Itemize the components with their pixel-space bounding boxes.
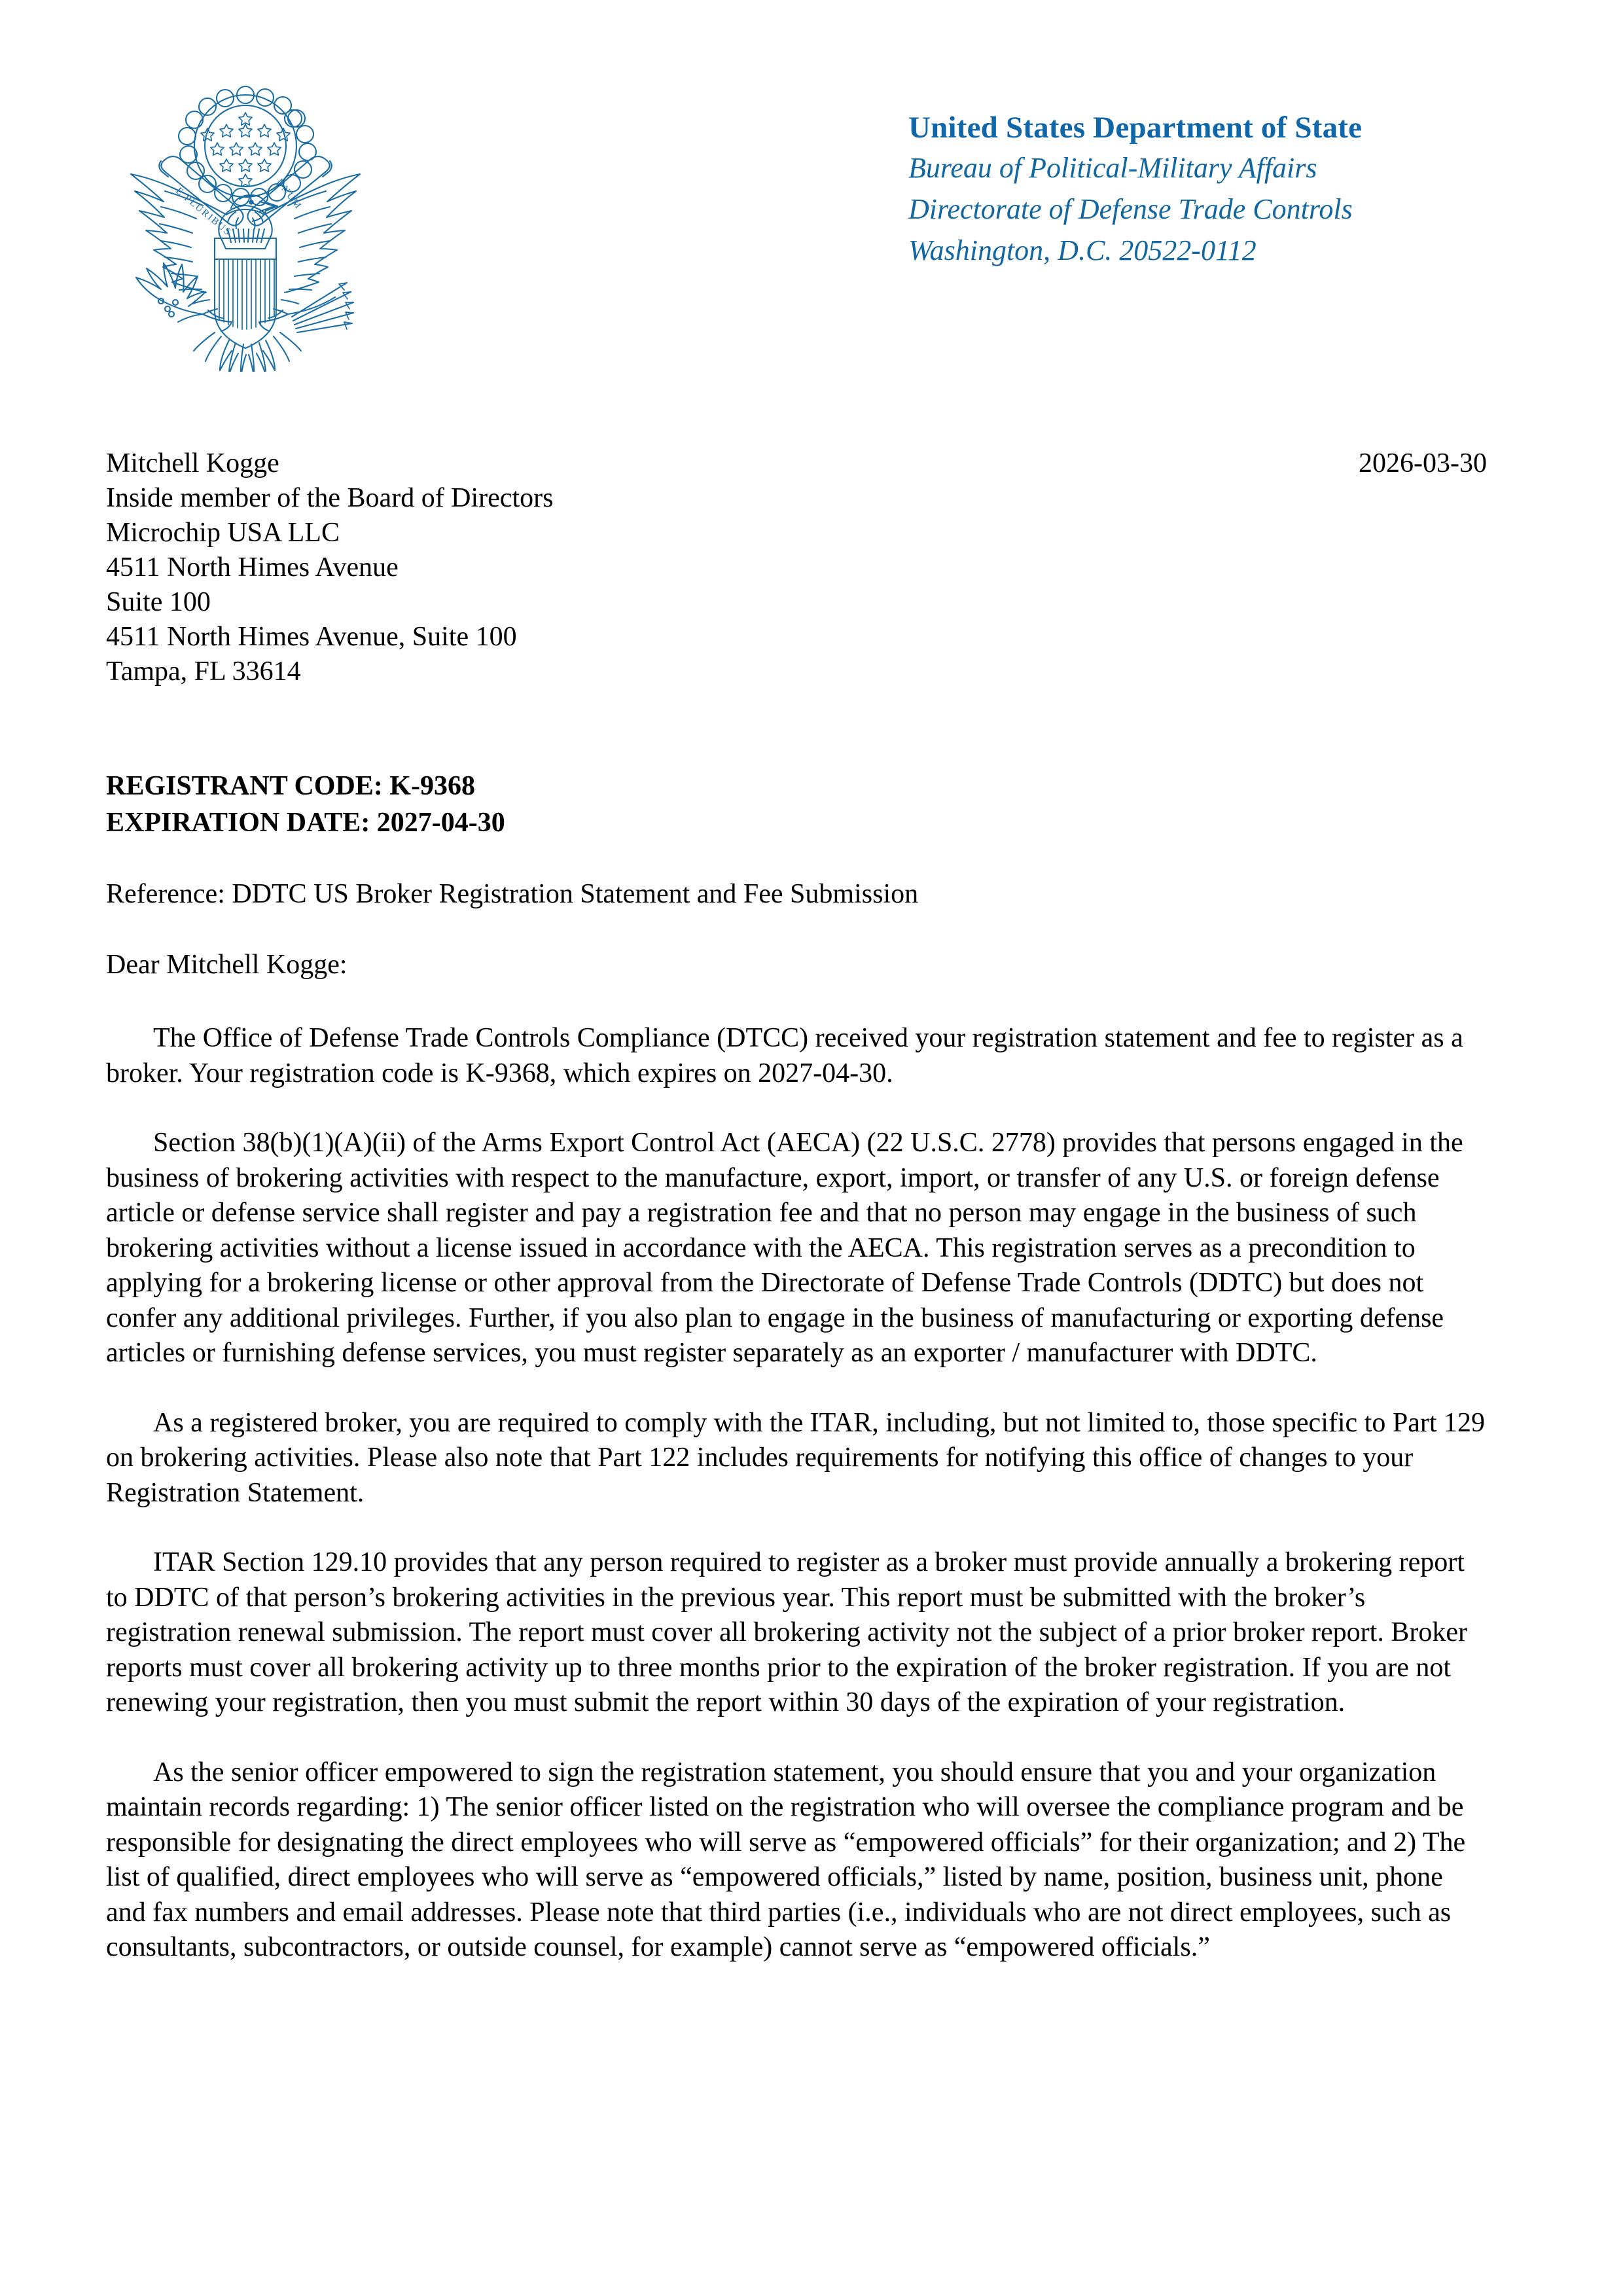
salutation: Dear Mitchell Kogge: [106, 950, 348, 980]
body-paragraph-4: ITAR Section 129.10 provides that any person required to register as a broker must provide annually a brokering report to DDTC of that person’s brokering activities in the previous year. This report must be submitted with the broker’s registration renewal submission. The report must cover all brokering activity not the subject of a prior broker report. Broker reports must cover all brokering activity up to three months prior to the expiration of the broker registration. If you are not renewing your registration, then you must submit the report within 30 days of the expiration of your registration. [106, 1547, 1467, 1717]
svg-text:E PLURIBUS: E PLURIBUS [173, 185, 234, 238]
recipient-company: Microchip USA LLC [106, 518, 340, 548]
great-seal-icon [105, 84, 386, 372]
agency-heading [908, 108, 1563, 271]
recipient-address [106, 446, 553, 689]
body-paragraph-5: As the senior officer empowered to sign the registration statement, you should ensure that you and your organization maintain records regarding: 1) The senior officer listed on the registration who will oversee the compliance program and be responsible for designating the direct employees who will serve as “empowered officials” for their organization; and 2) The list of qualified, direct employees who will serve as “empowered officials,” listed by name, position, business unit, phone and fax numbers and email addresses. Please note that third parties (i.e., individuals who are not direct employees, such as consultants, subcontractors, or outside counsel, for example) cannot serve as “empowered officials.” [106, 1757, 1466, 1962]
recipient-name: Mitchell Kogge [106, 448, 279, 478]
svg-text:UNUM: UNUM [274, 177, 304, 212]
agency-location: Washington, D.C. 20522-0112 [908, 234, 1257, 266]
recipient-street-full: 4511 North Himes Avenue, Suite 100 [106, 622, 517, 652]
letter-date: 2026-03-30 [1359, 448, 1487, 478]
recipient-title: Inside member of the Board of Directors [106, 483, 554, 513]
reference-line: Reference: DDTC US Broker Registration Statement and Fee Submission [106, 879, 919, 909]
body-paragraph-2: Section 38(b)(1)(A)(ii) of the Arms Export Control Act (AECA) (22 U.S.C. 2778) provides that persons engaged in the business of brokering activities with respect to the manufacture, export, import, or transfer of any U.S. or foreign defense article or defense service shall register and pay a registration fee and that no person may engage in the business of such brokering activities without a license issued in accordance with the AECA. This registration serves as a precondition to applying for a brokering license or other approval from the Directorate of Defense Trade Controls (DDTC) but does not confer any additional privileges. Further, if you also plan to engage in the business of manufacturing or exporting defense articles or furnishing defense services, you must register separately as an exporter / manufacturer with DDTC. [106, 1128, 1463, 1368]
registrant-code-line: REGISTRANT CODE: K-9368 [106, 771, 475, 801]
body-paragraph-3: As a registered broker, you are required to comply with the ITAR, including, but not limited to, those specific to Part 129 on brokering activities. Please also note that Part 122 includes requirements for notifying this office of changes to your Registration Statement. [106, 1407, 1485, 1508]
letterhead [0, 0, 1623, 393]
body-paragraph-1: The Office of Defense Trade Controls Compliance (DTCC) received your registration statement and fee to register as a broker. Your registration code is K-9368, which expires on 2027-04-30. [106, 1023, 1463, 1088]
directorate-name: Directorate of Defense Trade Controls [908, 193, 1353, 225]
bureau-name: Bureau of Political-Military Affairs [908, 152, 1317, 184]
recipient-city-state-zip: Tampa, FL 33614 [106, 656, 301, 687]
letter-body [106, 1021, 1488, 1965]
registration-code-block [106, 768, 1487, 841]
address-and-date-row [106, 446, 1487, 689]
expiration-date-line: EXPIRATION DATE: 2027-04-30 [106, 808, 505, 838]
recipient-suite: Suite 100 [106, 587, 211, 617]
recipient-street: 4511 North Himes Avenue [106, 552, 399, 583]
agency-name: United States Department of State [908, 111, 1363, 145]
